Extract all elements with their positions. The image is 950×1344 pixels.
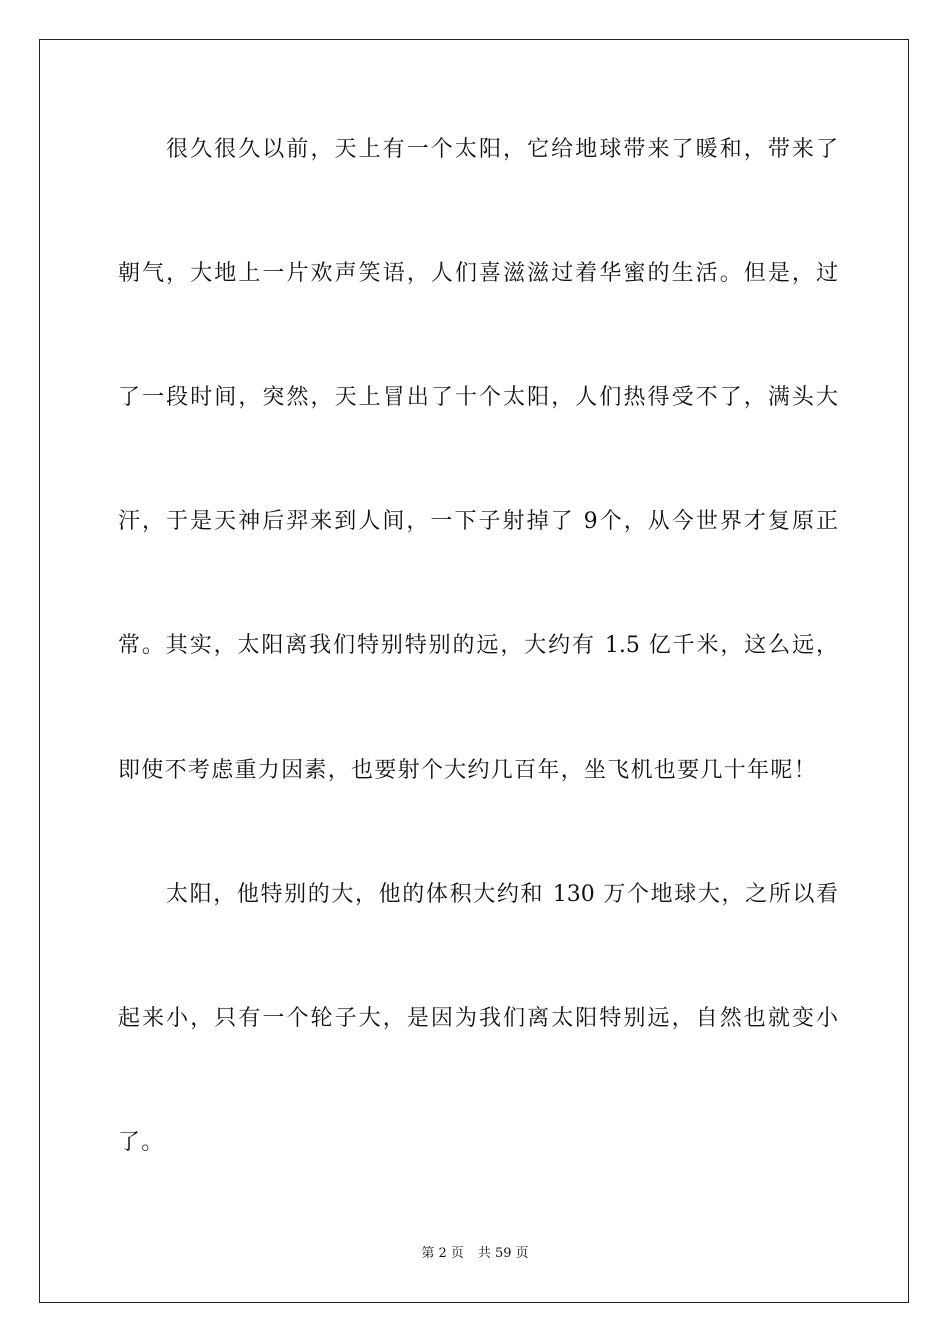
paragraph-2-line-2: 起来小，只有一个轮子大，是因为我们离太阳特别远，自然也就变小 [118, 1006, 838, 1031]
page-footer [0, 1245, 950, 1263]
page-border [39, 39, 909, 1303]
paragraph-2-line-1: 太阳，他特别的大，他的体积大约和 130 万个地球大，之所以看 [166, 882, 838, 907]
paragraph-1-line-2: 朝气，大地上一片欢声笑语，人们喜滋滋过着华蜜的生活。但是，过 [118, 261, 838, 286]
page-total: 共 59 页 [477, 1246, 529, 1261]
paragraph-2-line-3: 了。 [118, 1130, 165, 1155]
paragraph-1-line-6: 即使不考虑重力因素，也要射个大约几百年，坐飞机也要几十年呢！ [118, 758, 818, 783]
paragraph-1-line-3: 了一段时间，突然，天上冒出了十个太阳，人们热得受不了，满头大 [118, 385, 838, 410]
page-number: 第 2 页 [421, 1246, 464, 1261]
paragraph-1-line-4: 汗，于是天神后羿来到人间，一下子射掉了 9个，从今世界才复原正 [118, 509, 838, 534]
paragraph-1-line-5: 常。其实，太阳离我们特别特别的远，大约有 1.5 亿千米，这么远， [118, 633, 838, 658]
paragraph-1-line-1: 很久很久以前，天上有一个太阳，它给地球带来了暖和，带来了 [166, 137, 838, 162]
